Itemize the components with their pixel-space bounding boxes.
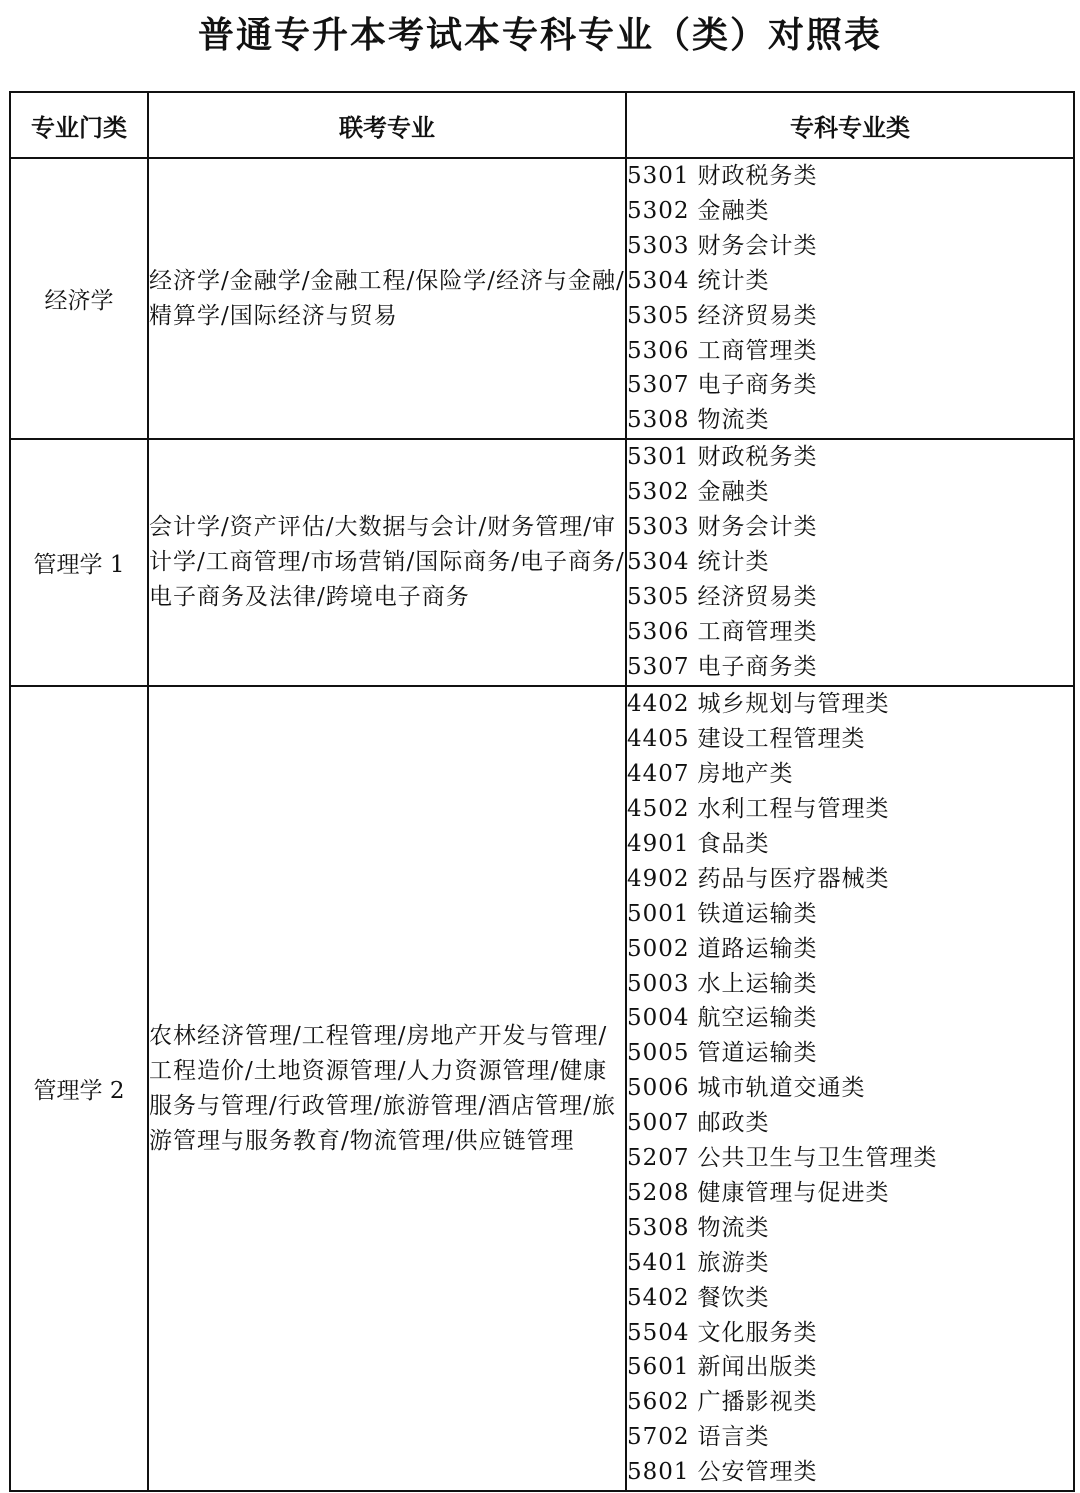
code-number: 5301 [627,444,690,471]
code-number: 5207 [627,1145,690,1172]
code-class-name: 财政税务类 [697,163,818,189]
code-number: 4407 [627,761,690,788]
code-list-item [627,299,1073,334]
header-joint-exam-majors: 联考专业 [148,92,626,158]
code-class-name: 物流类 [697,407,770,434]
code-list-item [627,1385,1073,1420]
code-class-name: 航空运输类 [697,1005,818,1032]
code-list-item [627,440,1073,475]
code-list-item [627,1246,1073,1281]
code-number: 5003 [627,970,690,997]
code-class-name: 经济贸易类 [697,302,818,329]
code-class-name: 经济贸易类 [697,583,818,610]
code-list-item [627,475,1073,510]
code-class-name: 水上运输类 [697,970,818,997]
code-class-name: 金融类 [697,197,770,224]
code-list-item [627,264,1073,299]
code-list-item [627,827,1073,862]
header-junior-college-classes: 专科专业类 [626,92,1074,158]
code-number: 5303 [627,514,690,541]
code-class-name: 公共卫生与卫生管理类 [697,1145,938,1172]
majors-cell: 经济学/金融学/金融工程/保险学/经济与金融/精算学/国际经济与贸易 [148,158,626,439]
code-class-name: 物流类 [697,1214,770,1241]
codes-cell [626,686,1074,1491]
code-number: 4902 [627,865,690,892]
code-number: 5304 [627,548,690,575]
code-class-name: 金融类 [697,479,770,506]
code-list-item [627,194,1073,229]
code-number: 4402 [627,691,690,718]
code-class-name: 铁道运输类 [697,900,818,927]
code-list-item [627,722,1073,757]
code-class-name: 广播影视类 [697,1389,818,1416]
code-class-name: 公安管理类 [697,1459,818,1486]
code-class-name: 电子商务类 [697,653,818,680]
code-list-item [627,932,1073,967]
code-number: 5307 [627,372,690,399]
code-class-name: 语言类 [697,1424,770,1451]
code-class-name: 房地产类 [697,761,794,788]
code-number: 5301 [627,163,690,189]
code-list-item [627,580,1073,615]
header-category: 专业门类 [10,92,148,158]
code-number: 5002 [627,935,690,962]
code-class-name: 工商管理类 [697,337,818,364]
code-class-name: 餐饮类 [697,1284,770,1311]
majors-cell: 会计学/资产评估/大数据与会计/财务管理/审计学/工商管理/市场营销/国际商务/电子商务/电子商务及法律/跨境电子商务 [148,439,626,686]
code-number: 5006 [627,1075,690,1102]
code-class-name: 旅游类 [697,1249,770,1276]
code-number: 5401 [627,1249,690,1276]
code-list-item [627,757,1073,792]
code-class-name: 药品与医疗器械类 [697,865,890,892]
code-number: 5601 [627,1354,690,1381]
code-number: 4502 [627,795,690,822]
code-list-item [627,1176,1073,1211]
code-class-name: 财务会计类 [697,232,818,259]
codes-cell [626,158,1074,439]
page-title: 普通专升本考试本专科专业（类）对照表 [197,15,882,56]
code-list-item [627,1316,1073,1351]
category-cell: 经济学 [10,158,148,439]
code-number: 5005 [627,1040,690,1067]
table-row [10,158,1074,439]
code-list-item [627,1001,1073,1036]
code-number: 5402 [627,1284,690,1311]
code-class-name: 建设工程管理类 [697,726,866,753]
code-list-item [627,967,1073,1002]
code-number: 5208 [627,1179,690,1206]
code-list-item [627,1350,1073,1385]
category-cell: 管理学 1 [10,439,148,686]
code-number: 5308 [627,407,690,434]
codes-cell [626,439,1074,686]
code-list-item [627,229,1073,264]
code-list-item [627,1141,1073,1176]
table-header-row [10,92,1074,158]
code-list-item [627,1211,1073,1246]
code-class-name: 食品类 [697,830,770,857]
code-list-item [627,510,1073,545]
code-list-item [627,368,1073,403]
code-list-item [627,1106,1073,1141]
code-number: 5504 [627,1319,690,1346]
code-number: 5306 [627,337,690,364]
code-class-name: 财政税务类 [697,444,818,471]
code-list-item [627,650,1073,685]
code-list-item [627,1281,1073,1316]
code-list-item [627,1071,1073,1106]
code-number: 5303 [627,232,690,259]
code-list-item [627,1036,1073,1071]
table-row [10,439,1074,686]
code-number: 5004 [627,1005,690,1032]
code-list-item [627,1455,1073,1490]
code-number: 4405 [627,726,690,753]
code-number: 5307 [627,653,690,680]
code-list-item [627,1420,1073,1455]
code-list-item [627,862,1073,897]
code-class-name: 工商管理类 [697,618,818,645]
code-list-item [627,334,1073,369]
code-class-name: 道路运输类 [697,935,818,962]
code-number: 5302 [627,197,690,224]
code-number: 5702 [627,1424,690,1451]
code-number: 5302 [627,479,690,506]
code-list-item [627,687,1073,722]
code-list-item [627,403,1073,438]
code-number: 5304 [627,267,690,294]
code-list-item [627,159,1073,194]
code-class-name: 邮政类 [697,1110,770,1137]
code-class-name: 文化服务类 [697,1319,818,1346]
code-class-name: 水利工程与管理类 [697,795,890,822]
code-class-name: 城市轨道交通类 [697,1075,866,1102]
table-row [10,686,1074,1491]
code-number: 5001 [627,900,690,927]
code-list-item [627,615,1073,650]
code-number: 5305 [627,583,690,610]
code-number: 5007 [627,1110,690,1137]
code-class-name: 新闻出版类 [697,1354,818,1381]
code-class-name: 管道运输类 [697,1040,818,1067]
major-mapping-table [9,91,1075,1492]
code-number: 5308 [627,1214,690,1241]
code-class-name: 财务会计类 [697,514,818,541]
code-class-name: 统计类 [697,548,770,575]
code-number: 5602 [627,1389,690,1416]
code-class-name: 统计类 [697,267,770,294]
code-class-name: 电子商务类 [697,372,818,399]
code-list-item [627,897,1073,932]
code-number: 5305 [627,302,690,329]
code-list-item [627,792,1073,827]
code-list-item [627,545,1073,580]
code-number: 5306 [627,618,690,645]
majors-cell: 农林经济管理/工程管理/房地产开发与管理/工程造价/土地资源管理/人力资源管理/健康服务与管理/行政管理/旅游管理/酒店管理/旅游管理与服务教育/物流管理/供应链管理 [148,686,626,1491]
code-number: 5801 [627,1459,690,1486]
code-class-name: 健康管理与促进类 [697,1179,890,1206]
code-class-name: 城乡规划与管理类 [697,691,890,718]
code-number: 4901 [627,830,690,857]
category-cell: 管理学 2 [10,686,148,1491]
